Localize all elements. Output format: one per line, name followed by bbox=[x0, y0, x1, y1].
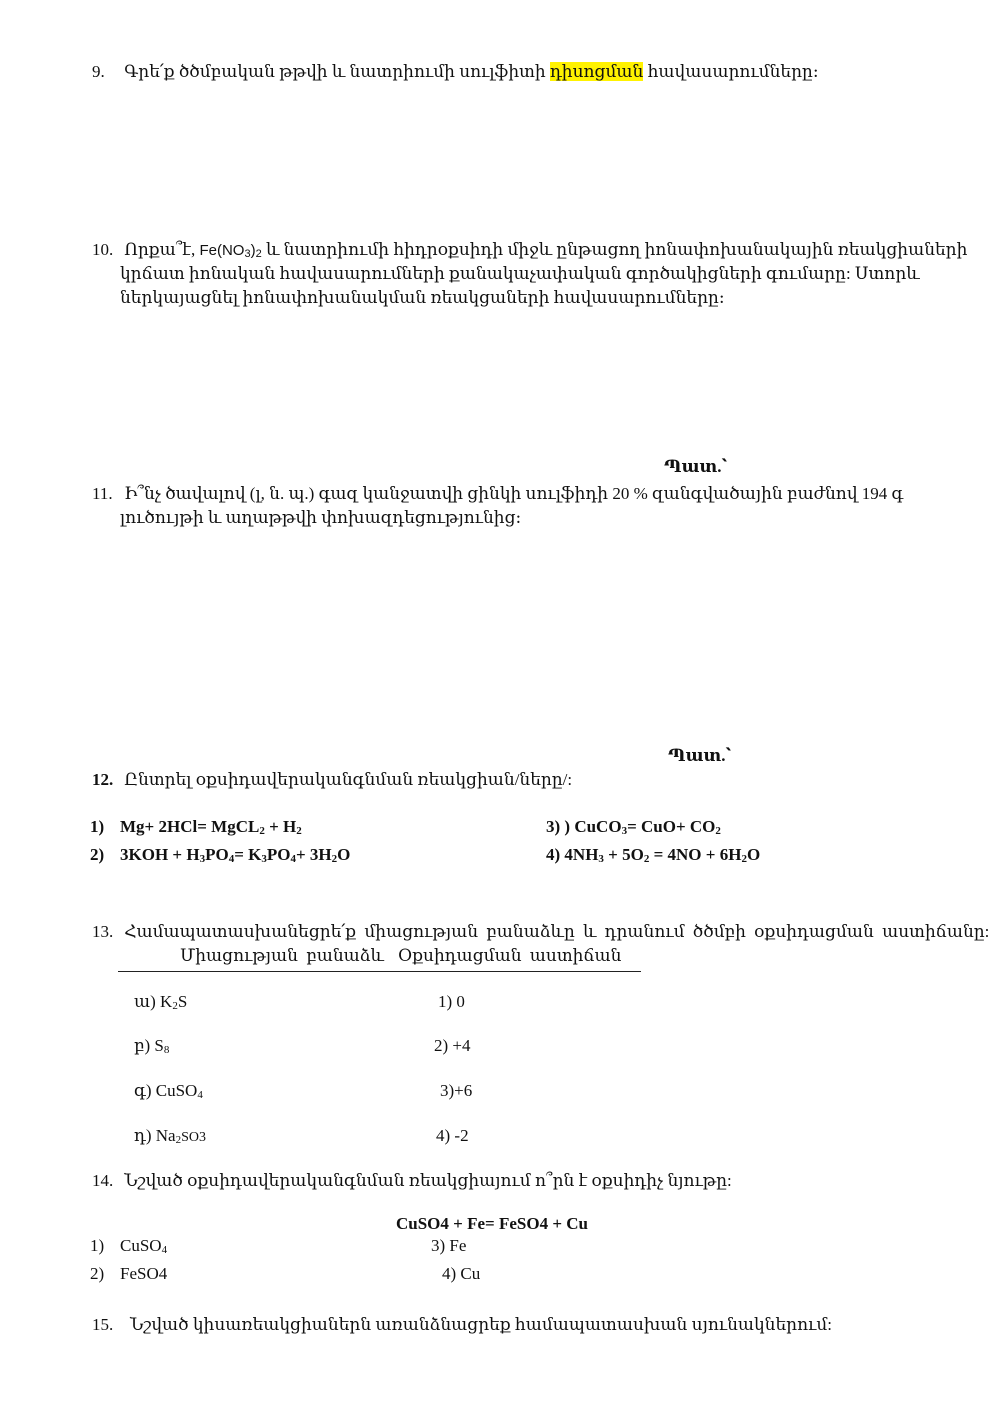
q13-row-3-compound bbox=[134, 1079, 203, 1107]
question-15 bbox=[92, 1313, 832, 1337]
q12-option-1-p1: 2 bbox=[259, 825, 265, 837]
question-9-highlight: դիսոցման bbox=[549, 62, 644, 81]
q12-option-2-p8: + 3H bbox=[295, 845, 332, 864]
q12-option-2-p3: 4 bbox=[228, 853, 235, 865]
q13-row-2-sub: 8 bbox=[163, 1044, 170, 1056]
q13-row-4-compound bbox=[134, 1124, 206, 1152]
q13-header-rule bbox=[118, 971, 641, 972]
q13-row-1-label: ա) K bbox=[134, 992, 173, 1011]
q13-row-2-label: բ) S bbox=[134, 1036, 164, 1055]
q12-option-2-p4: = K bbox=[234, 845, 262, 864]
q12-option-4-p6: O bbox=[746, 845, 761, 864]
q12-option-2-p1: 3 bbox=[199, 853, 206, 865]
question-13 bbox=[92, 920, 989, 944]
q14-option-2-label: FeSO4 bbox=[120, 1264, 168, 1283]
question-10-answer-label: Պատ.՝ bbox=[664, 457, 727, 476]
q13-row-4-value: 4) -2 bbox=[436, 1126, 469, 1145]
q12-option-4-num: 4) bbox=[546, 845, 561, 864]
q12-option-4-p2: + 5O bbox=[603, 845, 644, 864]
q13-row-4-tail: SO3 bbox=[181, 1130, 206, 1145]
q12-option-1-p0: Mg+ 2HCl= MgCL bbox=[120, 817, 260, 836]
q13-row-1-sub: 2 bbox=[172, 1000, 178, 1012]
q14-option-4-label: Cu bbox=[460, 1264, 481, 1283]
q12-option-2-p6: PO bbox=[266, 845, 291, 864]
q14-option-3-num: 3) bbox=[431, 1236, 446, 1255]
question-9 bbox=[92, 60, 819, 84]
q12-option-2-num: 2) bbox=[90, 845, 105, 864]
q12-option-2-p9: 2 bbox=[331, 853, 338, 865]
question-10-line2: կրճատ իոնական հավասարումների քանակաչափական գործակիցների գումարը: Ստորև bbox=[120, 264, 920, 283]
q12-option-4-p5: 2 bbox=[741, 853, 747, 865]
q13-row-1-compound bbox=[134, 990, 187, 1018]
q13-row-1-tail: S bbox=[177, 992, 188, 1011]
q12-option-1-p3: 2 bbox=[296, 825, 302, 837]
q12-option-3-p1: 3 bbox=[621, 825, 628, 837]
q13-col1-header: Միացության բանաձև bbox=[180, 946, 384, 965]
question-13-number: 13. bbox=[92, 922, 114, 941]
question-10-line1-after: և նատրիումի հիդրօքսիդի միջև ընթացող իոնափոխանակային ռեակցիաների bbox=[261, 240, 968, 259]
q13-row-3-label: գ) CuSO bbox=[134, 1081, 198, 1100]
q13-row-2-value: 2) +4 bbox=[434, 1036, 471, 1055]
question-13-text: Համապատասխանեցրե՛ք միացության բանաձևը և դրանում ծծմբի օքսիդացման աստիճանը: bbox=[124, 922, 990, 941]
question-11-line1-text: Ի՞նչ ծավալով (լ, ն. պ.) գազ կանջատվի ցինկի սուլֆիդի 20 % զանգվածային բաժնով 194 գ bbox=[124, 484, 904, 503]
q14-equation: CuSO4 + Fe= FeSO4 + Cu bbox=[396, 1214, 588, 1233]
q13-row-1-value: 1) 0 bbox=[438, 992, 465, 1011]
q13-row-3-value: 3)+6 bbox=[440, 1081, 473, 1100]
q14-option-2 bbox=[90, 1262, 167, 1286]
formula-sub-3: 3 bbox=[244, 248, 251, 260]
q14-option-4-num: 4) bbox=[442, 1264, 457, 1283]
q14-option-1 bbox=[90, 1234, 167, 1262]
question-12-number: 12. bbox=[92, 770, 114, 789]
formula-close: ) bbox=[250, 242, 256, 259]
q12-option-4 bbox=[546, 843, 760, 871]
q14-option-3 bbox=[431, 1234, 466, 1258]
question-14 bbox=[92, 1169, 732, 1193]
q12-option-3-num: 3) ) bbox=[546, 817, 571, 836]
q12-option-2-p0: 3KOH + H bbox=[120, 845, 200, 864]
q13-row-4-label: դ) Na bbox=[134, 1126, 176, 1145]
question-14-number: 14. bbox=[92, 1171, 114, 1190]
question-9-text-before: Գրե՛ք ծծմբական թթվի և նատրիումի սուլֆիտի bbox=[124, 62, 550, 81]
question-9-text-after: հավասարումները։ bbox=[643, 62, 819, 81]
q12-option-3-p0: CuCO bbox=[574, 817, 622, 836]
q12-option-2 bbox=[90, 843, 350, 871]
q12-option-4-p4: = 4NO + 6H bbox=[649, 845, 742, 864]
question-11-line1 bbox=[92, 482, 903, 506]
q13-row-4-sub: 2 bbox=[175, 1134, 182, 1146]
question-12 bbox=[92, 768, 572, 792]
q12-option-3-p2: = CuO+ CO bbox=[627, 817, 716, 836]
question-11-answer-label: Պատ.՝ bbox=[668, 746, 731, 765]
question-10-line3: ներկայացնել իոնափոխանակման ռեակցաների հավասարումները։ bbox=[120, 288, 725, 307]
q14-option-1-sub: 4 bbox=[161, 1244, 168, 1256]
q12-option-1-num: 1) bbox=[90, 817, 105, 836]
formula-fe-no: Fe(NO bbox=[199, 242, 245, 259]
q12-option-2-p2: PO bbox=[205, 845, 229, 864]
question-12-text: Ընտրել օքսիդավերականգնման ռեակցիան/ները/: bbox=[124, 770, 573, 789]
q12-option-3-p3: 2 bbox=[715, 825, 721, 837]
q13-col2-header: Օքսիդացման աստիճան bbox=[398, 946, 622, 965]
question-14-text: Նշված օքսիդավերականգնման ռեակցիայում ո՞րն է օքսիդիչ նյութը: bbox=[124, 1171, 732, 1190]
question-10-line1-before: Որքա՞է, bbox=[124, 240, 200, 259]
q14-option-3-label: Fe bbox=[449, 1236, 467, 1255]
q12-option-4-p0: 4NH bbox=[564, 845, 599, 864]
q14-option-4 bbox=[442, 1262, 480, 1286]
q14-option-1-label: CuSO bbox=[120, 1236, 162, 1255]
q14-option-2-num: 2) bbox=[90, 1264, 105, 1283]
q12-option-1-p2: + H bbox=[264, 817, 297, 836]
question-10-formula bbox=[199, 242, 261, 259]
q12-option-2-p5: 3 bbox=[261, 853, 267, 865]
question-11-line2: լուծույթի և աղաթթվի փոխազդեցությունից։ bbox=[120, 508, 522, 527]
q12-option-3 bbox=[546, 815, 721, 843]
q12-option-4-p3: 2 bbox=[643, 853, 650, 865]
q13-row-3-sub: 4 bbox=[197, 1089, 203, 1101]
question-15-text: Նշված կիսառեակցիաներն առանձնացրեք համապատասխան սյունակներում: bbox=[130, 1315, 833, 1334]
question-9-number: 9. bbox=[92, 62, 105, 81]
question-15-number: 15. bbox=[92, 1315, 114, 1334]
q12-option-2-p7: 4 bbox=[290, 853, 296, 865]
question-10-number: 10. bbox=[92, 240, 114, 259]
q12-option-1 bbox=[90, 815, 302, 843]
q12-option-2-p10: O bbox=[337, 845, 351, 864]
formula-sub-2: 2 bbox=[255, 248, 262, 260]
q14-option-1-num: 1) bbox=[90, 1236, 105, 1255]
q12-option-4-p1: 3 bbox=[598, 853, 604, 865]
question-11-number: 11. bbox=[92, 484, 113, 503]
q13-row-2-compound bbox=[134, 1034, 169, 1062]
